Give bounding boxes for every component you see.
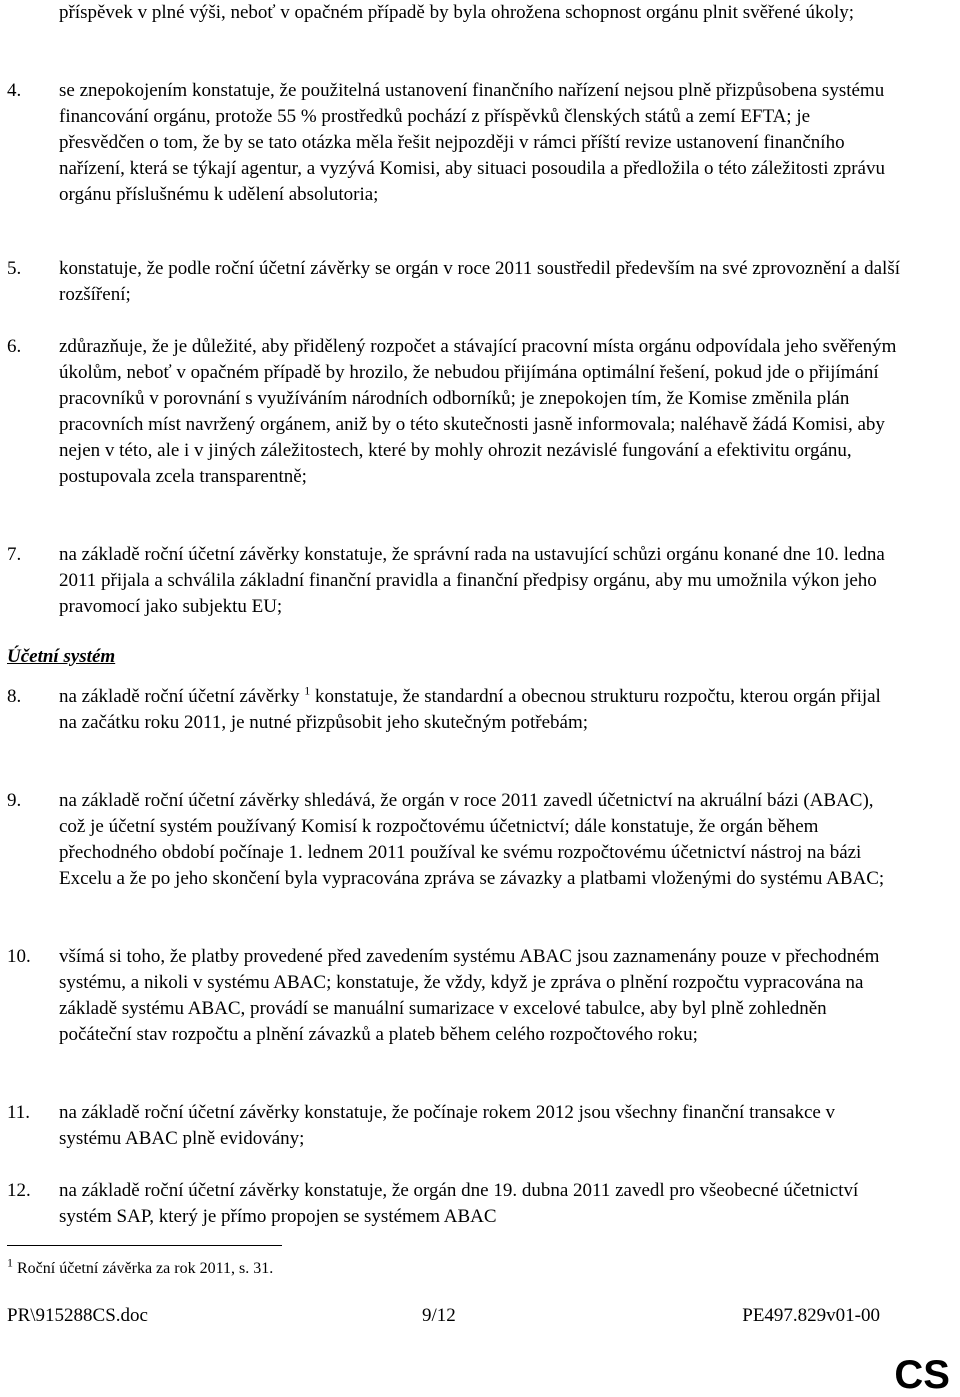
paragraph-text: na základě roční účetní závěrky konstatuje, že počínaje rokem 2012 jsou všechny finanční transakce v systému ABAC plně evidovány; [59, 1102, 836, 1149]
footer-pe-number: PE497.829v01-00 [742, 1305, 880, 1326]
paragraph-7 [0, 542, 900, 620]
section-heading: Účetní systém [7, 646, 116, 667]
paragraph-text: na základě roční účetní závěrky konstatuje, že správní rada na ustavující schůzi orgánu konané dne 10. ledna 2011 přijala a schválila základní finanční pravidla a finanční předpisy orgánu, aby mu umožnila výkon jeho pravomocí jako subjektu EU; [59, 544, 885, 617]
paragraph-text: konstatuje, že podle roční účetní závěrky se orgán v roce 2011 soustředil především na své zprovoznění a další rozšíření; [59, 258, 901, 305]
footer-document-ref: PR\915288CS.doc [7, 1305, 148, 1326]
footer-page-number: 9/12 [422, 1305, 456, 1326]
paragraph-text: na základě roční účetní závěrky shledává, že orgán v roce 2011 zavedl účetnictví na akruální bázi (ABAC), což je účetní systém používaný Komisí k rozpočtovému účetnictví; dále konstatuje, že orgán během přechodného období počínaje 1. lednem 2011 používal ke svému rozpočtovému účetnictví nástroj na bázi Excelu a že po jeho skončení byla vypracována zpráva se závazky a platbami vloženými do systému ABAC; [59, 790, 885, 889]
paragraph-text-rest: konstatuje, že standardní a obecnou strukturu rozpočtu, kterou orgán přijal na začátku roku 2011, je nutné přizpůsobit jeho skutečným potřebám; [59, 686, 881, 733]
paragraph-8 [0, 684, 900, 736]
paragraph-text: na základě roční účetní závěrky konstatuje, že orgán dne 19. dubna 2011 zavedl pro všeobecné účetnictví systém SAP, který je přímo propojen se systémem ABAC [59, 1180, 859, 1227]
paragraph-text: se znepokojením konstatuje, že použitelná ustanovení finančního nařízení nejsou plně přizpůsobena systému financování orgánu, protože 55 % prostředků pochází z příspěvků členských států a zemí EFTA; je přesvědčen o tom, že by se tato otázka měla řešit nejpozději v rámci příští revize ustanovení finančního nařízení, která se týkají agentur, a vyzývá Komisi, aby situaci posoudila a předložila o této záležitosti zprávu orgánu příslušnému k udělení absolutoria; [59, 80, 885, 205]
paragraph-continuation [0, 0, 900, 26]
paragraph-text: všímá si toho, že platby provedené před zavedením systému ABAC jsou zaznamenány pouze v přechodném systému, a nikoli v systému ABAC; konstatuje, že vždy, když je zpráva o plnění rozpočtu vypracována na základě systému ABAC, provádí se manuální sumarizace v excelové tabulce, aby byl plně zohledněn počáteční stav rozpočtu a plnění závazků a plateb během celého rozpočtového roku; [59, 946, 880, 1045]
paragraph-4 [0, 78, 900, 208]
footnote [7, 1255, 274, 1280]
footnote-marker: 1 [7, 1255, 13, 1270]
paragraph-number: 12. [7, 1180, 31, 1201]
paragraph-12 [0, 1178, 900, 1230]
paragraph-number: 10. [7, 946, 31, 967]
paragraph-9 [0, 788, 900, 892]
paragraph-text-start: na základě roční účetní závěrky [59, 686, 300, 707]
paragraph-11 [0, 1100, 900, 1152]
paragraph-number: 6. [7, 336, 22, 357]
paragraph-text [59, 684, 900, 736]
paragraph-number: 8. [7, 686, 22, 707]
paragraph-6 [0, 334, 900, 490]
paragraph-text: příspěvek v plné výši, neboť v opačném případě by byla ohrožena schopnost orgánu plnit svěřené úkoly; [59, 2, 855, 23]
footnote-text: Roční účetní závěrka za rok 2011, s. 31. [17, 1260, 274, 1277]
paragraph-5 [0, 256, 900, 308]
footnote-reference[interactable]: 1 [304, 683, 311, 698]
paragraph-number: 11. [7, 1102, 31, 1123]
paragraph-number: 9. [7, 790, 22, 811]
paragraph-10 [0, 944, 900, 1048]
paragraph-number: 5. [7, 258, 22, 279]
language-badge: CS [894, 1353, 950, 1397]
footnote-divider [7, 1245, 282, 1246]
paragraph-number: 7. [7, 544, 22, 565]
paragraph-text: zdůrazňuje, že je důležité, aby přidělený rozpočet a stávající pracovní místa orgánu odpovídala jeho svěřeným úkolům, neboť v opačném případě by hrozilo, že nebudou přijímána optimální řešení, pokud jde o přijímání pracovníků v porovnání s využíváním národních odborníků; je znepokojen tím, že Komise změnila plán pracovních míst navržený orgánem, aniž by o této skutečnosti jasně informovala; naléhavě žádá Komisi, aby nejen v této, ale i v jiných záležitostech, které by mohly ohrozit nezávislé fungování a efektivitu orgánu, postupovala zcela transparentně; [59, 336, 897, 487]
paragraph-number: 4. [7, 80, 22, 101]
